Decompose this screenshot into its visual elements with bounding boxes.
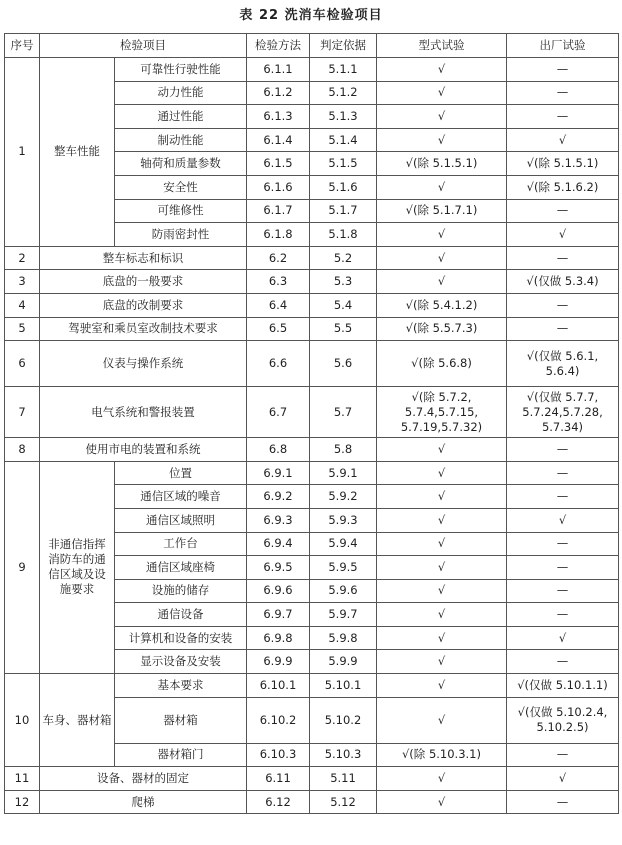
type-test-line: 5.7.4,5.7.15,	[404, 404, 479, 419]
item-cell: 可维修性	[115, 199, 247, 223]
item-cell: 制动性能	[115, 128, 247, 152]
table-row	[5, 674, 619, 698]
item-cell: 计算机和设备的安装	[115, 626, 247, 650]
row-number: 7	[5, 387, 40, 438]
basis-cell: 5.9.5	[310, 556, 377, 580]
basis-cell: 5.1.3	[310, 105, 377, 129]
method-cell: 6.10.1	[247, 674, 310, 698]
table-row	[5, 293, 619, 317]
col-header-basis: 判定依据	[310, 34, 377, 58]
method-cell: 6.9.2	[247, 485, 310, 509]
group-name-line: 非通信指挥	[48, 537, 106, 552]
type-test-cell	[377, 387, 507, 438]
method-cell: 6.5	[247, 317, 310, 341]
type-test-cell: √	[377, 461, 507, 485]
method-cell: 6.10.2	[247, 697, 310, 743]
factory-test-line: 5.6.4)	[545, 363, 580, 378]
table-row	[5, 341, 619, 387]
factory-test-cell: —	[507, 579, 619, 603]
item-cell: 通信区域照明	[115, 508, 247, 532]
factory-test-cell: √(仅做 5.3.4)	[507, 270, 619, 294]
type-test-cell: √	[377, 556, 507, 580]
col-header-factory-test: 出厂试验	[507, 34, 619, 58]
method-cell: 6.3	[247, 270, 310, 294]
item-cell: 电气系统和警报装置	[40, 387, 247, 438]
type-test-cell: √	[377, 790, 507, 814]
row-number: 4	[5, 293, 40, 317]
type-test-cell: √(除 5.6.8)	[377, 341, 507, 387]
item-cell: 通信设备	[115, 603, 247, 627]
row-number: 10	[5, 674, 40, 767]
table-row	[5, 387, 619, 438]
factory-test-cell: —	[507, 246, 619, 270]
method-cell: 6.9.8	[247, 626, 310, 650]
item-cell: 防雨密封性	[115, 223, 247, 247]
type-test-cell: √	[377, 246, 507, 270]
factory-test-cell: —	[507, 461, 619, 485]
item-cell: 安全性	[115, 175, 247, 199]
factory-test-cell: √	[507, 767, 619, 791]
factory-test-cell: —	[507, 556, 619, 580]
factory-test-cell: —	[507, 317, 619, 341]
basis-cell: 5.9.8	[310, 626, 377, 650]
factory-test-line: √(仅做 5.6.1,	[526, 348, 599, 363]
basis-cell: 5.9.2	[310, 485, 377, 509]
factory-test-cell: —	[507, 790, 619, 814]
table-row	[5, 246, 619, 270]
type-test-cell: √(除 5.10.3.1)	[377, 743, 507, 767]
basis-cell: 5.9.4	[310, 532, 377, 556]
factory-test-cell: —	[507, 438, 619, 462]
type-test-cell: √	[377, 674, 507, 698]
item-cell: 底盘的改制要求	[40, 293, 247, 317]
basis-cell: 5.11	[310, 767, 377, 791]
type-test-cell: √	[377, 270, 507, 294]
row-number: 2	[5, 246, 40, 270]
table-row	[5, 790, 619, 814]
item-cell: 工作台	[115, 532, 247, 556]
factory-test-cell: √(除 5.1.5.1)	[507, 152, 619, 176]
item-cell: 通信区域的噪音	[115, 485, 247, 509]
item-cell: 使用市电的装置和系统	[40, 438, 247, 462]
row-number: 9	[5, 461, 40, 673]
row-number: 8	[5, 438, 40, 462]
col-header-type-test: 型式试验	[377, 34, 507, 58]
row-number: 5	[5, 317, 40, 341]
method-cell: 6.1.1	[247, 58, 310, 82]
item-cell: 设备、器材的固定	[40, 767, 247, 791]
group-name-line: 信区域及设	[48, 567, 106, 582]
row-number: 3	[5, 270, 40, 294]
factory-test-cell	[507, 387, 619, 438]
basis-cell: 5.9.6	[310, 579, 377, 603]
type-test-cell: √	[377, 175, 507, 199]
basis-cell: 5.9.1	[310, 461, 377, 485]
type-test-cell: √	[377, 603, 507, 627]
type-test-cell: √(除 5.1.5.1)	[377, 152, 507, 176]
method-cell: 6.11	[247, 767, 310, 791]
type-test-cell: √	[377, 650, 507, 674]
method-cell: 6.1.3	[247, 105, 310, 129]
method-cell: 6.9.9	[247, 650, 310, 674]
method-cell: 6.1.6	[247, 175, 310, 199]
factory-test-cell: —	[507, 199, 619, 223]
row-number: 1	[5, 58, 40, 247]
type-test-line: 5.7.19,5.7.32)	[400, 419, 483, 434]
basis-cell: 5.4	[310, 293, 377, 317]
table-title: 表 22 洗消车检验项目	[239, 8, 383, 23]
group-name	[40, 461, 115, 673]
factory-test-cell: —	[507, 650, 619, 674]
group-name-line: 施要求	[59, 582, 95, 597]
basis-cell: 5.10.3	[310, 743, 377, 767]
method-cell: 6.12	[247, 790, 310, 814]
type-test-cell: √	[377, 105, 507, 129]
factory-test-cell: —	[507, 105, 619, 129]
item-cell: 设施的储存	[115, 579, 247, 603]
table-row	[5, 767, 619, 791]
item-cell: 基本要求	[115, 674, 247, 698]
type-test-cell: √	[377, 697, 507, 743]
method-cell: 6.1.4	[247, 128, 310, 152]
factory-test-cell: √(除 5.1.6.2)	[507, 175, 619, 199]
type-test-cell: √	[377, 58, 507, 82]
item-cell: 动力性能	[115, 81, 247, 105]
basis-cell: 5.6	[310, 341, 377, 387]
basis-cell: 5.7	[310, 387, 377, 438]
factory-test-cell: √	[507, 128, 619, 152]
table-row	[5, 461, 619, 485]
item-cell: 器材箱	[115, 697, 247, 743]
basis-cell: 5.1.5	[310, 152, 377, 176]
method-cell: 6.4	[247, 293, 310, 317]
item-cell: 器材箱门	[115, 743, 247, 767]
method-cell: 6.7	[247, 387, 310, 438]
factory-test-cell: —	[507, 485, 619, 509]
basis-cell: 5.1.8	[310, 223, 377, 247]
factory-test-cell: √	[507, 626, 619, 650]
method-cell: 6.9.5	[247, 556, 310, 580]
factory-test-line: 5.10.2.5)	[536, 720, 589, 735]
factory-test-cell: —	[507, 532, 619, 556]
basis-cell: 5.5	[310, 317, 377, 341]
type-test-cell: √	[377, 81, 507, 105]
method-cell: 6.6	[247, 341, 310, 387]
basis-cell: 5.1.1	[310, 58, 377, 82]
factory-test-cell: √	[507, 508, 619, 532]
item-cell: 仪表与操作系统	[40, 341, 247, 387]
method-cell: 6.8	[247, 438, 310, 462]
factory-test-line: √(仅做 5.7.7,	[526, 389, 599, 404]
basis-cell: 5.12	[310, 790, 377, 814]
factory-test-cell: —	[507, 743, 619, 767]
item-cell: 显示设备及安装	[115, 650, 247, 674]
group-name: 车身、器材箱	[40, 674, 115, 767]
inspection-table	[4, 33, 619, 814]
basis-cell: 5.2	[310, 246, 377, 270]
item-cell: 通信区域座椅	[115, 556, 247, 580]
header-row	[5, 34, 619, 58]
type-test-cell: √	[377, 508, 507, 532]
table-row	[5, 438, 619, 462]
item-cell: 爬梯	[40, 790, 247, 814]
type-test-cell: √	[377, 128, 507, 152]
method-cell: 6.9.6	[247, 579, 310, 603]
row-number: 11	[5, 767, 40, 791]
item-cell: 整车标志和标识	[40, 246, 247, 270]
type-test-cell: √	[377, 223, 507, 247]
type-test-cell: √	[377, 767, 507, 791]
basis-cell: 5.9.3	[310, 508, 377, 532]
col-header-no: 序号	[5, 34, 40, 58]
method-cell: 6.9.4	[247, 532, 310, 556]
type-test-cell: √(除 5.5.7.3)	[377, 317, 507, 341]
basis-cell: 5.9.9	[310, 650, 377, 674]
factory-test-cell: √(仅做 5.10.1.1)	[507, 674, 619, 698]
factory-test-line: √(仅做 5.10.2.4,	[517, 705, 608, 720]
row-number: 6	[5, 341, 40, 387]
col-header-item: 检验项目	[40, 34, 247, 58]
method-cell: 6.1.7	[247, 199, 310, 223]
type-test-cell: √	[377, 579, 507, 603]
method-cell: 6.9.1	[247, 461, 310, 485]
col-header-method: 检验方法	[247, 34, 310, 58]
factory-test-cell: —	[507, 81, 619, 105]
factory-test-cell: —	[507, 293, 619, 317]
factory-test-line: 5.7.24,5.7.28,	[522, 404, 603, 419]
type-test-cell: √	[377, 532, 507, 556]
type-test-cell: √(除 5.1.7.1)	[377, 199, 507, 223]
method-cell: 6.2	[247, 246, 310, 270]
type-test-cell: √	[377, 626, 507, 650]
method-cell: 6.9.3	[247, 508, 310, 532]
item-cell: 通过性能	[115, 105, 247, 129]
factory-test-cell	[507, 697, 619, 743]
table-row	[5, 317, 619, 341]
type-test-cell: √(除 5.4.1.2)	[377, 293, 507, 317]
basis-cell: 5.3	[310, 270, 377, 294]
factory-test-cell	[507, 341, 619, 387]
item-cell: 位置	[115, 461, 247, 485]
method-cell: 6.1.5	[247, 152, 310, 176]
basis-cell: 5.10.1	[310, 674, 377, 698]
basis-cell: 5.10.2	[310, 697, 377, 743]
item-cell: 可靠性行驶性能	[115, 58, 247, 82]
basis-cell: 5.1.4	[310, 128, 377, 152]
basis-cell: 5.1.2	[310, 81, 377, 105]
method-cell: 6.10.3	[247, 743, 310, 767]
item-cell: 轴荷和质量参数	[115, 152, 247, 176]
basis-cell: 5.1.7	[310, 199, 377, 223]
type-test-cell: √	[377, 485, 507, 509]
method-cell: 6.1.8	[247, 223, 310, 247]
table-row	[5, 58, 619, 82]
factory-test-line: 5.7.34)	[541, 419, 584, 434]
type-test-line: √(除 5.7.2,	[411, 389, 472, 404]
factory-test-cell: √	[507, 223, 619, 247]
item-cell: 驾驶室和乘员室改制技术要求	[40, 317, 247, 341]
row-number: 12	[5, 790, 40, 814]
factory-test-cell: —	[507, 603, 619, 627]
method-cell: 6.1.2	[247, 81, 310, 105]
factory-test-cell: —	[507, 58, 619, 82]
type-test-cell: √	[377, 438, 507, 462]
item-cell: 底盘的一般要求	[40, 270, 247, 294]
method-cell: 6.9.7	[247, 603, 310, 627]
group-name: 整车性能	[40, 58, 115, 247]
group-name-line: 消防车的通	[48, 552, 106, 567]
table-row	[5, 270, 619, 294]
basis-cell: 5.8	[310, 438, 377, 462]
basis-cell: 5.9.7	[310, 603, 377, 627]
basis-cell: 5.1.6	[310, 175, 377, 199]
